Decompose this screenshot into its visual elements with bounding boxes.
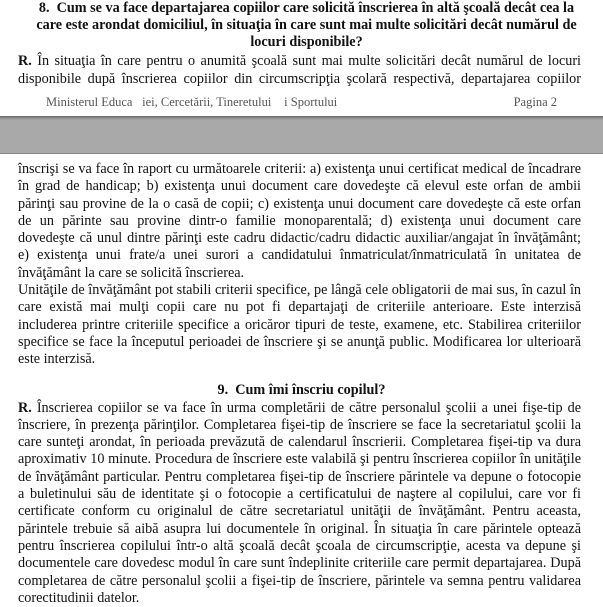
page-bottom — [0, 153, 603, 606]
page-footer — [0, 95, 603, 115]
footer-page-number: Pagina 2 — [513, 95, 557, 109]
question-8-text: Cum se va face departajarea copiilor care solicită înscrierea în altă şcoală decât cea la care este arondat domiciliul, în situaţia în care sunt mai multe solicitări decât numărul de locuri disponibile? — [36, 0, 577, 50]
answer-9-text: Înscrierea copiilor se va face în urma completării de către personalul şcolii a unei fişe-tip de înscriere, în prezenţa părinţilor. Completarea fişei-tip de înscriere se face la secretariatul şcolii la care sunteţi arondat, în perioada prevăzută de calendarul înscrierii. Completarea fişei-tip va dura aproximativ 10 minute. Procedura de înscriere este valabilă şi pentru înscrierea copiilor în unităţile de învăţământ particular. Pentru completarea fişei-tip de înscriere părintele va depune o fotocopie a buletinului său de identitate şi o fotocopie a certificatului de naştere al copilului, care vor fi certificate conform cu originalul de către secretariatul unităţii de învăţământ. Pentru aceasta, părintele trebuie să aibă asupra lui documentele în original. În situaţia în care părintele optează pentru înscrierea copilului într-o altă şcoală decât şcoala de circumscripţie, acesta va depune şi documentele care dovedesc modul în care sunt îndeplinite criteriile care permit departajarea. După completarea de către personalul şcolii a fişei-tip de înscriere, părintele va semna pentru validarea corectitudinii datelor. — [18, 399, 582, 606]
question-8-number: 8. — [38, 0, 50, 16]
question-8-heading — [0, 0, 603, 51]
answer-9-paragraph — [18, 400, 581, 607]
page-gap — [0, 116, 603, 154]
answer-9-prefix: R. — [18, 399, 32, 416]
question-9-text: Cum îmi înscriu copilul? — [235, 381, 386, 398]
page-top — [0, 0, 603, 116]
question-9-number: 9. — [217, 381, 229, 398]
question-9-heading — [0, 382, 603, 399]
answer-8-partial — [18, 53, 581, 88]
page-gap-shadow — [0, 116, 603, 120]
answer-8-prefix: R. — [18, 53, 32, 69]
answer-8-text: În situaţia în care pentru o anumită şcoală sunt mai multe solicitări decât numărul de locuri disponibile după înscrierea copiilor din circumscripţia şcolară respectivă, departajarea copiilor — [18, 53, 582, 87]
criteria-paragraph: înscrişi se va face în raport cu următoarele criterii: a) existenţa unui certificat medical de încadrare în grad de handicap; b) existenţa unui document care dovedeşte că elevul este orfan de ambii părinţi sau provine de la o casă de copii; c) existenţa unui document care dovedeşte că este orfan de un părinte sau provine dintr-o familie monoparentală; d) existenţa unui document care dovedeşte că unul dintre părinţi este cadru didactic/cadru didactic auxiliar/angajat în învăţământ; e) existenţa unui frate/a unei surori a candidatului înmatriculat/înmatriculată în unitatea de învăţământ la care se solicită înscrierea. — [18, 161, 581, 281]
specific-criteria-paragraph: Unităţile de învăţământ pot stabili criterii specifice, pe lângă cele obligatorii de mai sus, în cazul în care există mai mulţi copii care nu pot fi departajaţi de criteriile anterioare. Este interzisă includerea printre criteriile specifice a oricăror tipuri de teste, examene, etc. Stabilirea criteriilor specifice se face la începutul perioadei de înscriere şi se anunţă public. Modificarea lor ulterioară este interzisă. — [18, 282, 581, 368]
footer-ministry: Ministerul Educa iei, Cercetării, Tineretului  i Sportului — [46, 95, 338, 109]
